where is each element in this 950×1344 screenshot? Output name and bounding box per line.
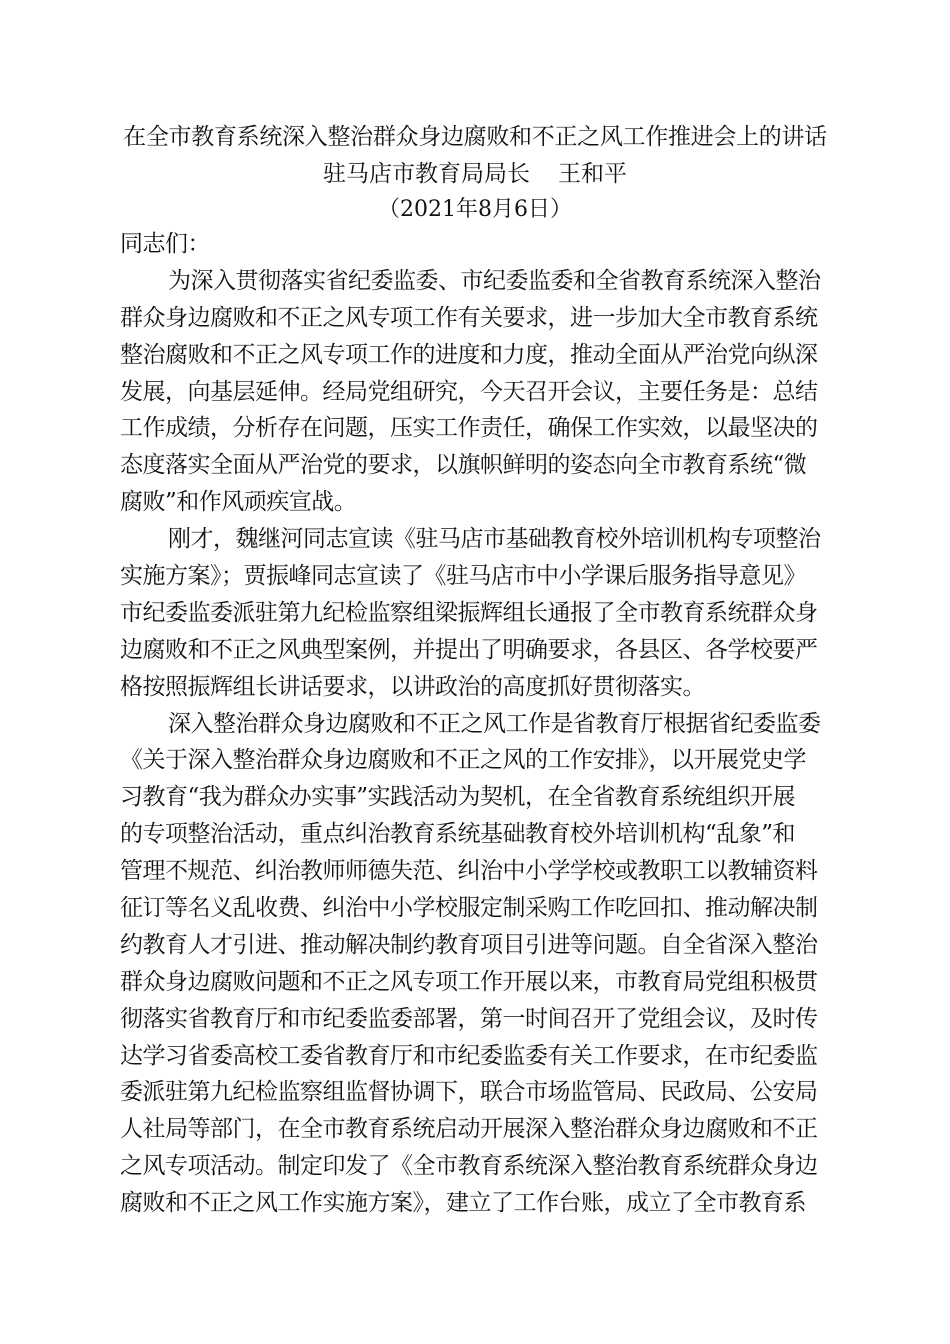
text-line: 工作成绩，分析存在问题，压实工作责任，确保工作实效，以最坚决的 xyxy=(120,415,818,442)
author-name: 王和平 xyxy=(558,161,627,187)
text-line: 群众身边腐败和不正之风专项工作有关要求，进一步加大全市教育系统 xyxy=(120,304,818,331)
document-header xyxy=(110,118,840,228)
text-line: 深入整治群众身边腐败和不正之风工作是省教育厅根据省纪委监委 xyxy=(168,710,821,737)
text-line: 委派驻第九纪检监察组监督协调下，联合市场监管局、民政局、公安局 xyxy=(120,1079,818,1106)
text-line: 市纪委监委派驻第九纪检监察组梁振辉组长通报了全市教育系统群众身 xyxy=(120,599,818,626)
text-line: 为深入贯彻落实省纪委监委、市纪委监委和全省教育系统深入整治 xyxy=(168,267,821,294)
text-line: 约教育人才引进、推动解决制约教育项目引进等问题。自全省深入整治 xyxy=(120,931,818,958)
text-line: 群众身边腐败问题和不正之风专项工作开展以来，市教育局党组积极贯 xyxy=(120,968,818,995)
text-line: 实施方案》；贾振峰同志宣读了《驻马店市中小学课后服务指导意见》 xyxy=(120,563,806,590)
author-byline xyxy=(110,156,840,192)
text-line: 腐败”和作风顽疾宣战。 xyxy=(120,489,357,516)
text-line: 边腐败和不正之风典型案例，并提出了明确要求，各县区、各学校要严 xyxy=(120,636,818,663)
text-line: 征订等名义乱收费、纠治中小学校服定制采购工作吃回扣、推动解决制 xyxy=(120,895,818,922)
speech-body xyxy=(120,226,835,1222)
text-line: 《关于深入整治群众身边腐败和不正之风的工作安排》，以开展党史学 xyxy=(120,747,806,774)
speech-date: （2021年8月6日） xyxy=(378,197,572,222)
text-line: 发展，向基层延伸。经局党组研究，今天召开会议，主要任务是：总结 xyxy=(120,378,818,405)
text-line: 整治腐败和不正之风专项工作的进度和力度，推动全面从严治党向纵深 xyxy=(120,341,818,368)
text-line: 格按照振辉组长讲话要求，以讲政治的高度抓好贯彻落实。 xyxy=(120,673,705,700)
text-line: 的专项整治活动，重点纠治教育系统基础教育校外培训机构“乱象”和 xyxy=(120,821,796,848)
text-line: 之风专项活动。制定印发了《全市教育系统深入整治教育系统群众身边 xyxy=(120,1153,818,1180)
text-line: 管理不规范、纠治教师师德失范、纠治中小学学校或教职工以教辅资料 xyxy=(120,858,818,885)
text-line: 习教育“我为群众办实事”实践活动为契机，在全省教育系统组织开展 xyxy=(120,784,796,811)
text-line: 彻落实省教育厅和市纪委监委部署，第一时间召开了党组会议，及时传 xyxy=(120,1005,818,1032)
salutation: 同志们： xyxy=(120,231,210,257)
text-line: 态度落实全面从严治党的要求，以旗帜鲜明的姿态向全市教育系统“微 xyxy=(120,452,807,479)
text-line: 人社局等部门，在全市教育系统启动开展深入整治群众身边腐败和不正 xyxy=(120,1116,818,1143)
text-line: 腐败和不正之风工作实施方案》，建立了工作台账，成立了全市教育系 xyxy=(120,1190,806,1217)
text-line: 刚才，魏继河同志宣读《驻马店市基础教育校外培训机构专项整治 xyxy=(168,526,821,553)
speech-title: 在全市教育系统深入整治群众身边腐败和不正之风工作推进会上的讲话 xyxy=(123,124,827,150)
text-line: 达学习省委高校工委省教育厅和市纪委监委有关工作要求，在市纪委监 xyxy=(120,1042,818,1069)
author-org: 驻马店市教育局局长 xyxy=(323,161,530,187)
